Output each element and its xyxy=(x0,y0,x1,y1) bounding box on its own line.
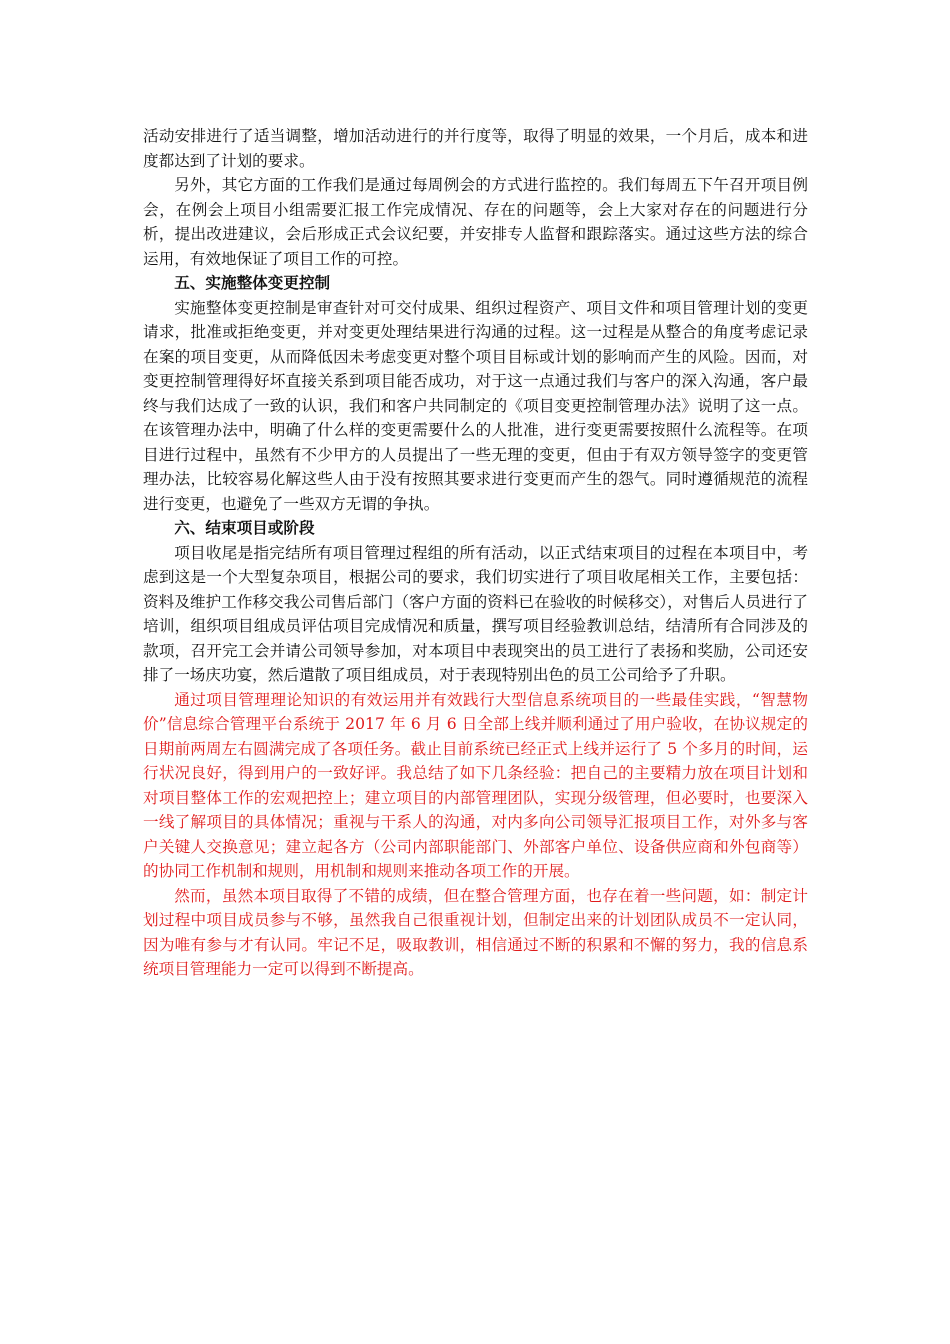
section-heading-close-project: 六、结束项目或阶段 xyxy=(174,518,315,537)
paragraph-shortcomings: 然而，虽然本项目取得了不错的成绩，但在整合管理方面，也存在着一些问题，如：制定计划过程中项目成员参与不够，虽然我自己很重视计划，但制定出来的计划团队成员不一定认同，因为唯有参与才有认同。牢记不足，吸取教训，相信通过不断的积累和不懈的努力，我的信息系统项目管理能力一定可以得到不断提高。 xyxy=(143,886,808,978)
paragraph-weekly-meeting: 另外，其它方面的工作我们是通过每周例会的方式进行监控的。我们每周五下午召开项目例会，在例会上项目小组需要汇报工作完成情况、存在的问题等，会上大家对存在的问题进行分析，提出改进建议，会后形成正式会议纪要，并安排专人监督和跟踪落实。通过这些方法的综合运用，有效地保证了项目工作的可控。 xyxy=(143,176,808,268)
paragraph-activity-adjustment: 活动安排进行了适当调整，增加活动进行的并行度等，取得了明显的效果，一个月后，成本和进度都达到了计划的要求。 xyxy=(143,127,808,170)
section-heading-change-control: 五、实施整体变更控制 xyxy=(174,273,331,292)
paragraph-summary-experience: 通过项目管理理论知识的有效运用并有效践行大型信息系统项目的一些最佳实践，“智慧物价”信息综合管理平台系统于 2017 年 6 月 6 日全部上线并顺利通过了用户验收，在协议规定的日期前两周左右圆满完成了各项任务。截止目前系统已经正式上线并运行了 5 个多月的时间，运行状况良好，得到用户的一致好评。我总结了如下几条经验：把自己的主要精力放在项目计划和对项目整体工作的宏观把控上；建立项目的内部管理团队，实现分级管理，但必要时，也要深入一线了解项目的具体情况；重视与干系人的沟通，对内多向公司领导汇报项目工作，对外多与客户关键人交换意见；建立起各方（公司内部职能部门、外部客户单位、设备供应商和外包商等）的协同工作机制和规则，用机制和规则来推动各项工作的开展。 xyxy=(143,690,808,880)
paragraph-project-closure: 项目收尾是指完结所有项目管理过程组的所有活动，以正式结束项目的过程在本项目中，考虑到这是一个大型复杂项目，根据公司的要求，我们切实进行了项目收尾相关工作，主要包括：资料及维护工作移交我公司售后部门（客户方面的资料已在验收的时候移交），对售后人员进行了培训，组织项目组成员评估项目完成情况和质量，撰写项目经验教训总结，结清所有合同涉及的款项，召开完工会并请公司领导参加，对本项目中表现突出的员工进行了表扬和奖励，公司还安排了一场庆功宴，然后遣散了项目组成员，对于表现特别出色的员工公司给予了升职。 xyxy=(143,543,808,684)
paragraph-change-control: 实施整体变更控制是审查针对可交付成果、组织过程资产、项目文件和项目管理计划的变更请求，批准或拒绝变更，并对变更处理结果进行沟通的过程。这一过程是从整合的角度考虑记录在案的项目变更，从而降低因未考虑变更对整个项目目标或计划的影响而产生的风险。因而，对变更控制管理得好坏直接关系到项目能否成功，对于这一点通过我们与客户的深入沟通，客户最终与我们达成了一致的认识，我们和客户共同制定的《项目变更控制管理办法》说明了这一点。在该管理办法中，明确了什么样的变更需要什么的人批准，进行变更需要按照什么流程等。在项目进行过程中，虽然有不少甲方的人员提出了一些无理的变更，但由于有双方领导签字的变更管理办法，比较容易化解这些人由于没有按照其要求进行变更而产生的怨气。同时遵循规范的流程进行变更，也避免了一些双方无谓的争执。 xyxy=(143,298,808,513)
document-page xyxy=(143,124,808,982)
